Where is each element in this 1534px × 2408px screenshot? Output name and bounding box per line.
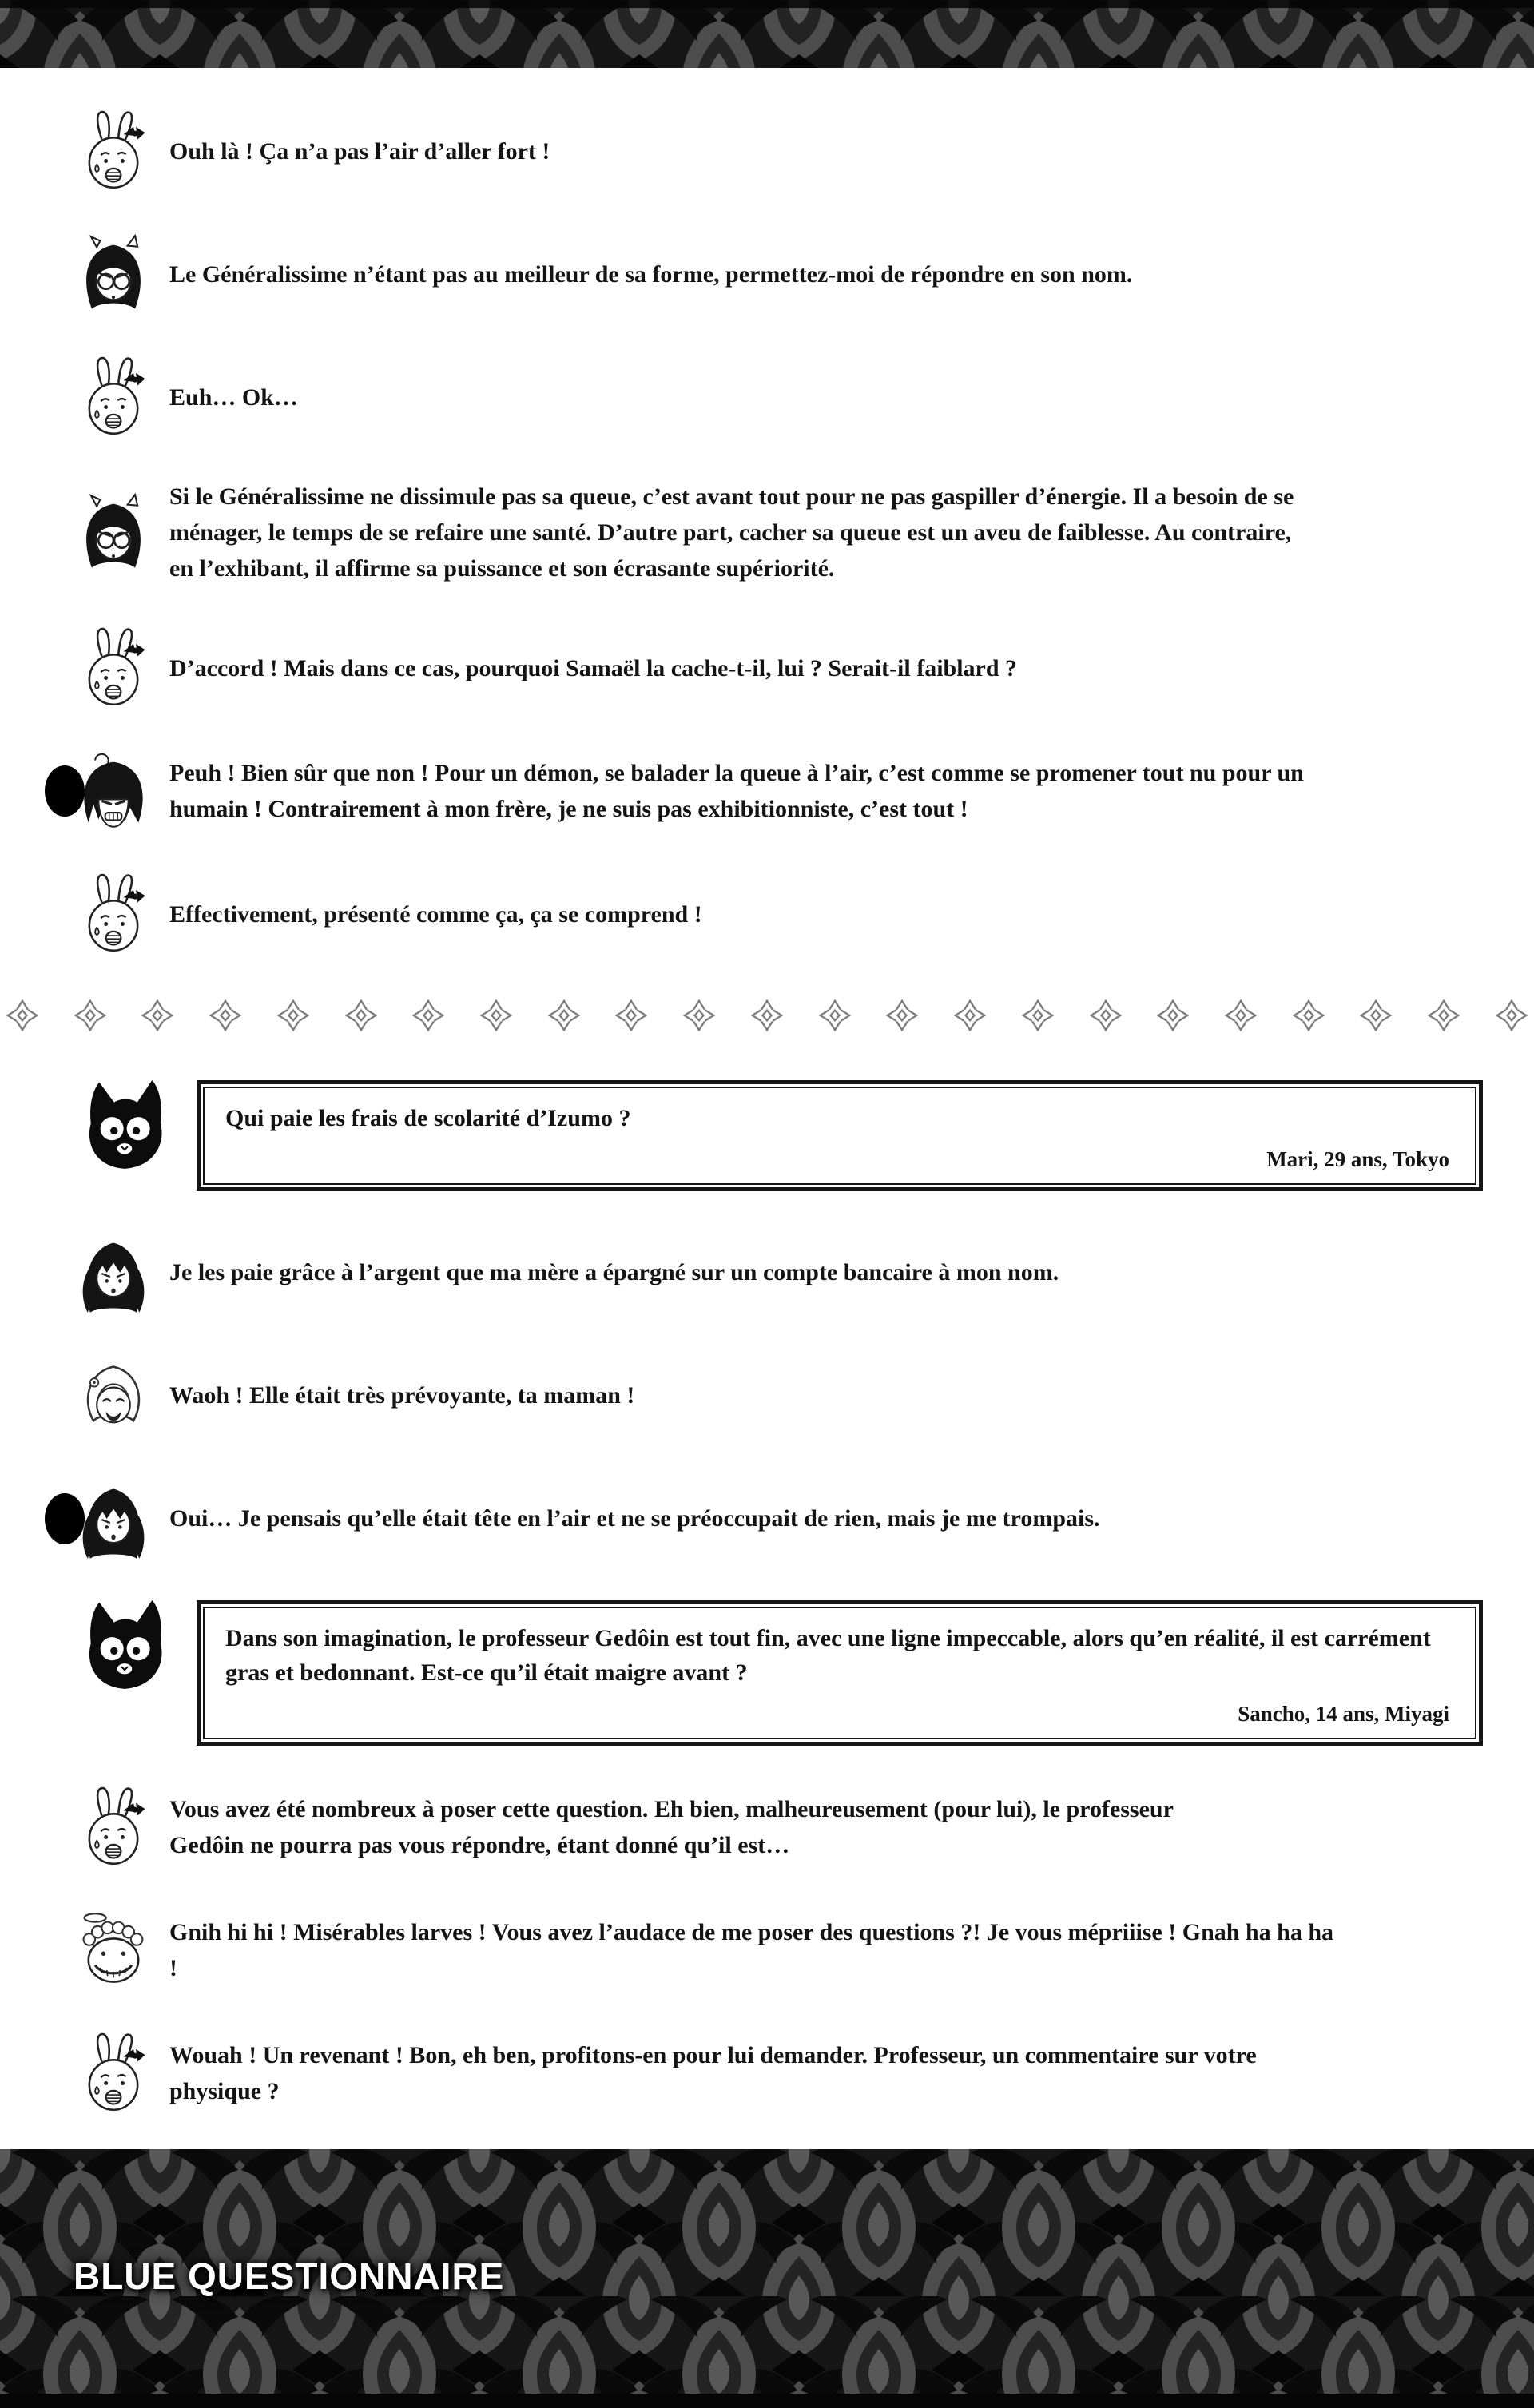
question-attribution: Mari, 29 ans, Tokyo — [1266, 1146, 1449, 1171]
divider-ornament-icon — [1428, 998, 1460, 1033]
divider-ornament-icon — [1090, 998, 1122, 1033]
speech-row — [72, 1477, 1486, 1560]
rabbit-avatar — [72, 626, 155, 709]
mephisto-advisor-avatar — [72, 232, 155, 316]
divider-ornament-icon — [1225, 998, 1257, 1033]
speech-row — [72, 1786, 1486, 1869]
divider-ornament-icon — [1293, 998, 1325, 1033]
rabbit-avatar — [72, 356, 155, 439]
kuro-cat-avatar — [72, 1597, 177, 1703]
speech-text: Je les paie grâce à l’argent que ma mère a épargné sur un compte bancaire à mon nom. — [169, 1259, 1059, 1285]
divider-ornament-icon — [683, 998, 715, 1033]
rabbit-avatar — [72, 872, 155, 956]
divider-ornament-icon — [615, 998, 647, 1033]
bullet-dot — [45, 765, 85, 817]
divider-ornament-icon — [1360, 998, 1392, 1033]
divider-ornament-icon — [751, 998, 783, 1033]
bullet-dot — [45, 1493, 85, 1544]
divider-ornament-icon — [277, 998, 309, 1033]
rabbit-avatar — [72, 2032, 155, 2115]
speech-row — [72, 232, 1486, 316]
speech-row — [72, 2032, 1486, 2115]
page-edge-strip — [0, 2394, 1534, 2408]
qa-content — [0, 68, 1534, 2115]
reader-question-box — [197, 1600, 1483, 1746]
speech-text: Euh… Ok… — [169, 383, 298, 411]
section-divider — [6, 995, 1528, 1035]
shiemi-avatar — [72, 1354, 155, 1437]
divider-ornament-icon — [74, 998, 106, 1033]
series-title: BLUE QUESTIONNAIRE — [74, 2255, 505, 2297]
speech-row — [72, 479, 1486, 586]
divider-ornament-icon — [886, 998, 918, 1033]
speech-text: D’accord ! Mais dans ce cas, pourquoi Samaël la cache-t-il, lui ? Serait-il faiblard ? — [169, 654, 1018, 681]
kuro-cat-avatar — [72, 1077, 177, 1182]
divider-ornament-icon — [480, 998, 512, 1033]
speech-row — [72, 626, 1486, 709]
divider-ornament-icon — [819, 998, 851, 1033]
question-attribution: Sancho, 14 ans, Miyagi — [1238, 1701, 1449, 1726]
divider-ornament-icon — [954, 998, 986, 1033]
speech-row — [72, 109, 1486, 193]
speech-row — [72, 1354, 1486, 1437]
divider-ornament-icon — [6, 998, 38, 1033]
izumo-avatar — [72, 1231, 155, 1314]
top-border-pattern — [0, 0, 1534, 68]
divider-ornament-icon — [412, 998, 444, 1033]
speech-text: Wouah ! Un revenant ! Bon, eh ben, profitons-en pour lui demander. Professeur, un commentaire sur votre physique ? — [169, 2041, 1257, 2104]
divider-ornament-icon — [345, 998, 377, 1033]
question-row — [72, 1600, 1486, 1746]
divider-ornament-icon — [1022, 998, 1054, 1033]
speech-row — [72, 1231, 1486, 1314]
speech-text: Oui… Je pensais qu’elle était tête en l’air et ne se préoccupait de rien, mais je me trompais. — [169, 1505, 1100, 1532]
mephisto-advisor-avatar — [72, 491, 155, 574]
rabbit-avatar — [72, 109, 155, 193]
reader-question-box — [197, 1080, 1483, 1191]
damask-pattern-icon — [0, 0, 1534, 68]
question-text: Dans son imagination, le professeur Gedôin est tout fin, avec une ligne impeccable, alors qu’en réalité, il est carrément gras et bedonnant. Est-ce qu’il était maigre avant ? — [225, 1624, 1431, 1686]
bottom-border-pattern — [0, 2149, 1534, 2408]
page-edge-strip — [0, 0, 1534, 8]
speech-text: Waoh ! Elle était très prévoyante, ta maman ! — [169, 1382, 635, 1409]
speech-text: Vous avez été nombreux à poser cette question. Eh bien, malheureusement (pour lui), le professeur Gedôin ne pourra pas vous répondre, étant donné qu’il est… — [169, 1795, 1174, 1858]
question-row — [72, 1080, 1486, 1191]
divider-ornament-icon — [1157, 998, 1189, 1033]
speech-text: Le Généralissime n’étant pas au meilleur de sa forme, permettez-moi de répondre en son nom. — [169, 260, 1133, 288]
speech-text: Ouh là ! Ça n’a pas l’air d’aller fort ! — [169, 137, 550, 165]
divider-ornament-icon — [209, 998, 241, 1033]
speech-row — [72, 356, 1486, 439]
speech-row — [72, 1909, 1486, 1992]
gedoin-avatar — [72, 1909, 155, 1992]
speech-text: Effectivement, présenté comme ça, ça se comprend ! — [169, 900, 702, 928]
speech-text: Si le Généralissime ne dissimule pas sa queue, c’est avant tout pour ne pas gaspiller d’énergie. Il a besoin de se ménager, le temps de se refaire une santé. D’autre part, cacher sa queue est un aveu de faiblesse. Au contraire, en l’exhibant, il affirme sa puissance et son écrasante supériorité. — [169, 483, 1294, 582]
divider-ornament-icon — [548, 998, 580, 1033]
divider-ornament-icon — [1496, 998, 1528, 1033]
divider-ornament-icon — [141, 998, 173, 1033]
speech-text: Gnih hi hi ! Misérables larves ! Vous avez l’audace de me poser des questions ?! Je vous mépriiise ! Gnah ha ha ha ! — [169, 1918, 1334, 1981]
question-text: Qui paie les frais de scolarité d’Izumo ? — [225, 1105, 631, 1131]
speech-text: Peuh ! Bien sûr que non ! Pour un démon, se balader la queue à l’air, c’est comme se promener tout nu pour un humain ! Contrairement à mon frère, je ne suis pas exhibitionniste, c’est tout ! — [169, 760, 1304, 822]
rabbit-avatar — [72, 1786, 155, 1869]
speech-row — [72, 749, 1486, 832]
speech-row — [72, 872, 1486, 956]
